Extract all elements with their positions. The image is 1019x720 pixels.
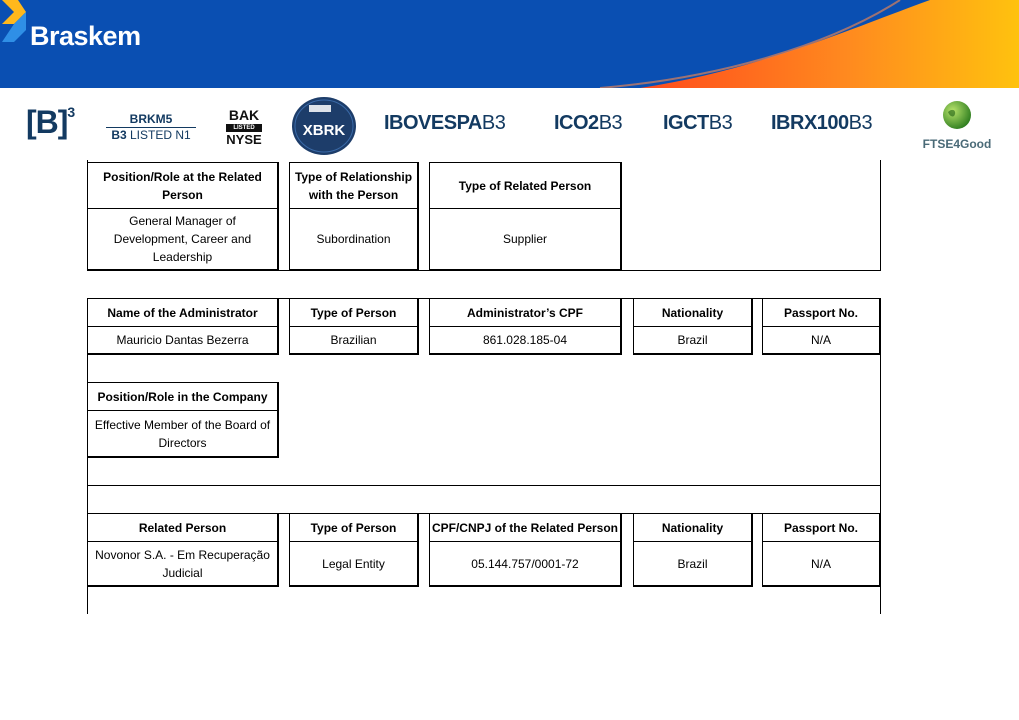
relationship-type-value: Subordination <box>316 232 391 246</box>
relationship-type-cell <box>289 162 419 271</box>
ibrx100-b3-logo: IBRX100B3 <box>771 112 873 134</box>
nationality-cell <box>633 298 753 355</box>
banner-wave <box>0 0 1019 88</box>
related-passport-cell <box>762 513 881 587</box>
company-role-value: Effective Member of the Board of Directors <box>94 417 271 450</box>
related-cnpj-cell <box>429 513 622 587</box>
administrator-cpf-header: Administrator’s CPF <box>430 299 620 327</box>
nyse-bak-logo: BAK LISTED NYSE <box>226 107 262 147</box>
related-person-kind-value: Legal Entity <box>322 556 385 571</box>
ico2-b3-logo: ICO2B3 <box>554 112 623 134</box>
related-cnpj-header: CPF/CNPJ of the Related Person <box>430 514 620 542</box>
brand-name: Braskem <box>30 21 141 51</box>
administrator-name-cell <box>87 298 279 355</box>
company-role-cell <box>87 382 279 458</box>
relationship-type-header: Type of Relationship with the Person <box>290 163 417 209</box>
related-person-kind-cell <box>289 513 419 587</box>
igct-b3-logo: IGCTB3 <box>663 112 733 134</box>
listing-logos <box>0 90 1019 160</box>
person-type-value: Brazilian <box>330 333 377 347</box>
b3-logo: $[B]^3$ <box>26 104 75 140</box>
related-person-type-cell <box>429 162 622 271</box>
related-person-kind-header: Type of Person <box>290 514 417 542</box>
passport-header: Passport No. <box>763 299 879 327</box>
globe-icon <box>942 100 972 130</box>
related-passport-value: N/A <box>810 556 831 571</box>
ftse4good-logo: FTSE4Good <box>918 100 996 151</box>
person-type-cell <box>289 298 419 355</box>
passport-cell <box>762 298 881 355</box>
related-person-cell <box>87 513 279 587</box>
related-person-header: Related Person <box>88 514 277 542</box>
company-role-header: Position/Role in the Company <box>88 383 277 411</box>
nationality-value: Brazil <box>677 333 708 347</box>
position-related-value: General Manager of Development, Career and Leadership <box>113 214 252 264</box>
svg-text:XBRK: XBRK <box>302 122 346 139</box>
related-person-value: Novonor S.A. - Em Recuperação Judicial <box>95 547 270 580</box>
administrator-name-header: Name of the Administrator <box>88 299 277 327</box>
header-banner <box>0 0 1019 88</box>
related-cnpj-value: 05.144.757/0001-72 <box>471 556 579 571</box>
related-nationality-header: Nationality <box>634 514 751 542</box>
administrator-cpf-value: 861.028.185-04 <box>482 333 568 347</box>
braskem-logo-icon <box>0 0 26 42</box>
related-nationality-value: Brazil <box>677 556 708 571</box>
ibovespa-b3-logo: IBOVESPAB3 <box>384 112 506 134</box>
passport-value: N/A <box>810 333 831 347</box>
related-person-type-header: Type of Related Person <box>430 163 620 209</box>
position-related-cell <box>87 162 279 271</box>
administrator-name-value: Mauricio Dantas Bezerra <box>116 333 249 347</box>
xbrk-badge-icon <box>291 95 357 155</box>
related-person-type-value: Supplier <box>502 232 548 246</box>
brkm5-logo: BRKM5 B3 LISTED N1 <box>106 112 196 142</box>
person-type-header: Type of Person <box>290 299 417 327</box>
frame-right-1 <box>880 160 881 271</box>
administrator-cpf-cell <box>429 298 622 355</box>
position-related-header: Position/Role at the Related Person <box>88 163 277 209</box>
related-nationality-cell <box>633 513 753 587</box>
nationality-header: Nationality <box>634 299 751 327</box>
related-passport-header: Passport No. <box>763 514 879 542</box>
